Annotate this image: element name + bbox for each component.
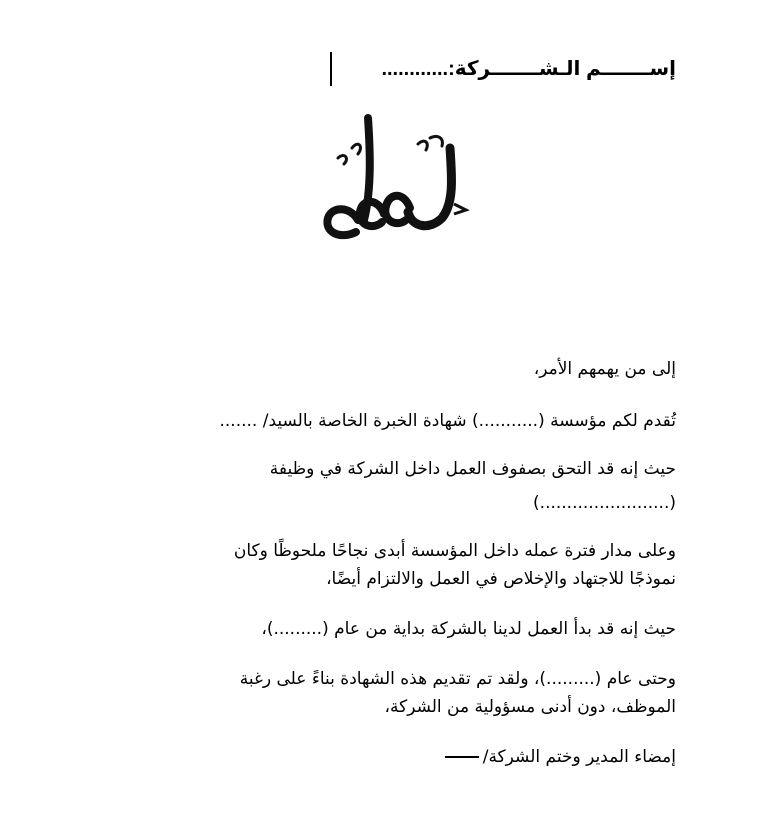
signature-blank xyxy=(445,756,479,758)
certificate-calligraphy-logo xyxy=(312,108,472,248)
job-title-placeholder: (........................) xyxy=(533,493,676,513)
signature-label: إمضاء المدير وختم الشركة/ xyxy=(482,747,676,767)
intro-line: تُقدم لكم مؤسسة (...........) شهادة الخبرة الخاصة بالسيد/ ....... xyxy=(219,411,676,431)
start-year-line: حيث إنه قد بدأ العمل لدينا بالشركة بداية من عام (.........)، xyxy=(261,619,676,639)
job-line: حيث إنه قد التحق بصفوف العمل داخل الشركة في وظيفة xyxy=(269,459,676,479)
company-name-field xyxy=(330,52,676,86)
end-year-line-2: الموظف، دون أدنى مسؤولية من الشركة، xyxy=(384,697,676,717)
company-name-label: إســـــــم الـشـــــــركة:............ xyxy=(381,58,676,80)
performance-line-1: وعلى مدار فترة عمله داخل المؤسسة أبدى نجاحًا ملحوظًا وكان xyxy=(233,541,676,561)
performance-line-2: نموذجًا للاجتهاد والإخلاص في العمل والالتزام أيضًا، xyxy=(326,569,676,589)
end-year-line-1: وحتى عام (.........)، ولقد تم تقديم هذه الشهادة بناءً على رغبة xyxy=(239,669,676,689)
greeting-line: إلى من يهمهم الأمر، xyxy=(533,359,676,379)
signature-line xyxy=(445,742,676,772)
